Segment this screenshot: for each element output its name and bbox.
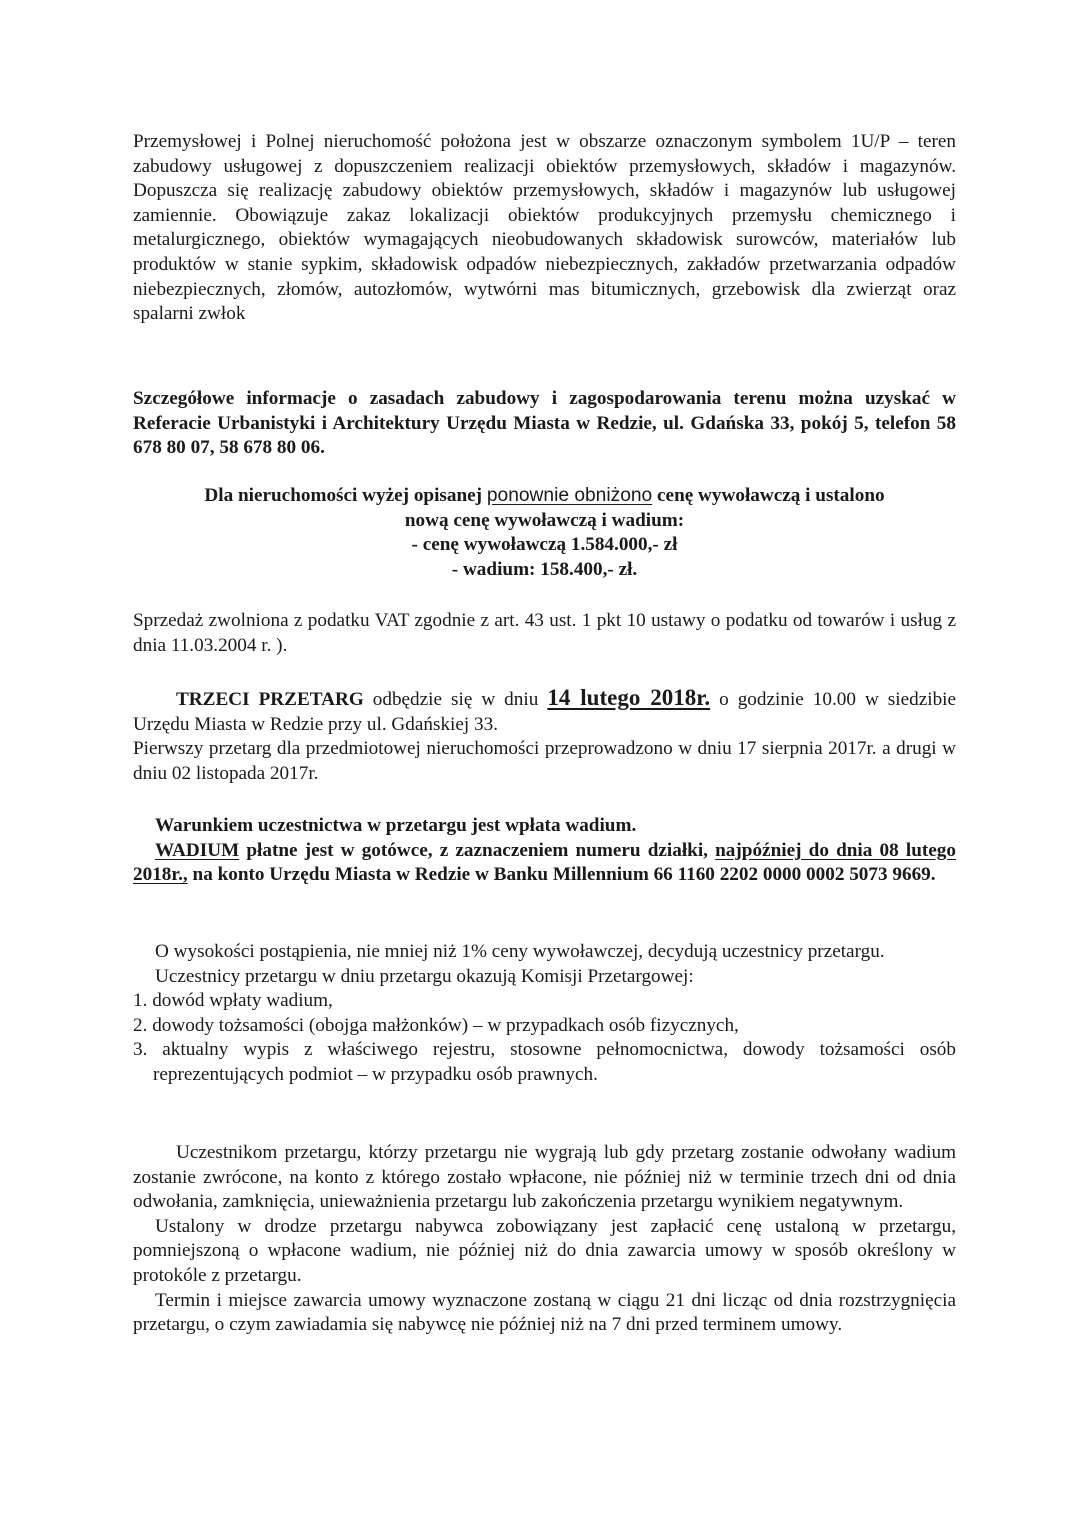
price-reduced-emphasis: ponownie obniżono <box>486 485 653 506</box>
auction-announcement: TRZECI PRZETARG odbędzie się w dniu 14 lutego 2018r. o godzinie 10.00 w siedzibie Urzędu Miasta w Redzie przy ul. Gdańskiej 33. <box>133 685 957 735</box>
auction-section <box>133 686 956 786</box>
auction-history: Pierwszy przetarg dla przedmiotowej nieruchomości przeprowadzono w dniu 17 sierpnia 2017r. a drugi w dniu 02 listopada 2017r. <box>133 738 956 784</box>
bid-increment: O wysokości postąpienia, nie mniej niż 1% ceny wywoławczej, decydują uczestnicy przetargu. <box>155 941 885 962</box>
list-item: 1. dowód wpłaty wadium, <box>133 990 333 1012</box>
info-paragraph: Szczegółowe informacje o zasadach zabudowy i zagospodarowania terenu można uzyskać w Referacie Urbanistyki i Architektury Urzędu Miasta w Redzie, ul. Gdańska 33, pokój 5, telefon 58 678 80 07, 58 678 80 06. <box>133 388 956 459</box>
price-block <box>133 484 956 582</box>
deposit-label: WADIUM <box>155 839 240 861</box>
contract-paragraph: Termin i miejsce zawarcia umowy wyznaczone zostaną w ciągu 21 dni licząc od dnia rozstrzygnięcia przetargu, o czym zawiadamia się nabywcę nie później niż na 7 dni przed terminem umowy. <box>133 1289 956 1336</box>
deposit-details: WADIUM płatne jest w gotówce, z zaznaczeniem numeru działki, najpóźniej do dnia 08 lutego 2018r., na konto Urzędu Miasta w Redzie w Banku Millennium 66 1160 2202 0000 0002 5073 9669. <box>133 839 956 886</box>
price-line-2: nową cenę wywoławczą i wadium: <box>404 509 685 531</box>
documents-intro: Uczestnicy przetargu w dniu przetargu okazują Komisji Przetargowej: <box>155 965 694 987</box>
closing-section <box>133 1141 956 1338</box>
starting-price: - cenę wywoławczą 1.584.000,- zł <box>411 534 678 556</box>
payment-paragraph: Ustalony w drodze przetargu nabywca zobowiązany jest zapłacić cenę ustaloną w przetargu, pomniejszoną o wpłacone wadium, nie później niż do dnia zawarcia umowy w sposób określony w protokóle z przetargu. <box>133 1215 956 1286</box>
zoning-paragraph: Przemysłowej i Polnej nieruchomość położona jest w obszarze oznaczonym symbolem 1U/P – teren zabudowy usługowej z dopuszczeniem realizacji obiektów przemysłowych, składów i magazynów. Dopuszcza się realizację zabudowy obiektów przemysłowych, składów i magazynów lub usługowej zamiennie. Obowiązuje zakaz lokalizacji obiektów produkcyjnych przemysłu chemicznego i metalurgicznego, obiektów wymagających nieobudowanych składowisk surowców, materiałów lub produktów w stanie sypkim, składowisk odpadów niebezpiecznych, zakładów przetwarzania odpadów niebezpiecznych, złomów, autozłomów, wytwórni mas bitumicznych, grzebowisk dla zwierząt oraz spalarni zwłok <box>133 131 956 325</box>
deposit-condition: Warunkiem uczestnictwa w przetargu jest wpłata wadium. <box>155 815 637 836</box>
list-item: 2. dowody tożsamości (obojga małżonków) – w przypadkach osób fizycznych, <box>133 1014 739 1036</box>
deposit-amount: - wadium: 158.400,- zł. <box>451 558 638 580</box>
list-item: 3. aktualny wypis z właściwego rejestru, stosowne pełnomocnictwa, dowody tożsamości osób reprezentujących podmiot – w przypadku osób prawnych. <box>133 1039 956 1085</box>
bidding-section <box>133 940 956 1088</box>
deposit-section <box>133 814 956 888</box>
vat-paragraph: Sprzedaż zwolniona z podatku VAT zgodnie z art. 43 ust. 1 pkt 10 ustawy o podatku od towarów i usług z dnia 11.03.2004 r. ). <box>133 610 956 656</box>
price-line-1: Dla nieruchomości wyżej opisanej ponownie obniżono cenę wywoławczą i ustalono <box>204 485 885 506</box>
auction-title: TRZECI PRZETARG <box>176 689 364 710</box>
required-documents-list <box>133 989 956 1087</box>
refund-paragraph: Uczestnikom przetargu, którzy przetargu nie wygrają lub gdy przetarg zostanie odwołany wadium zostanie zwrócone, na konto z którego zostało wpłacone, nie później niż w terminie trzech dni od dnia odwołania, zamknięcia, unieważnienia przetargu lub zakończenia przetargu wynikiem negatywnym. <box>133 1142 956 1213</box>
deposit-deadline: najpóźniej do dnia 08 lutego 2018r., <box>133 839 956 886</box>
auction-date: 14 lutego 2018r. <box>547 685 711 710</box>
